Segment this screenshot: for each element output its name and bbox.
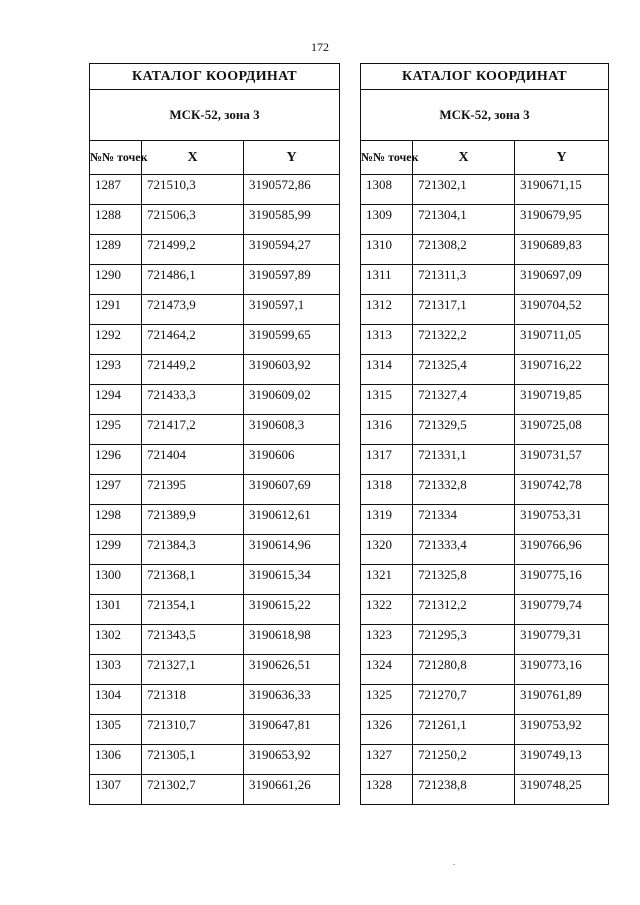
cell-point-number: 1298	[90, 505, 142, 535]
cell-point-number: 1324	[361, 655, 413, 685]
column-header-x: X	[142, 141, 244, 175]
cell-y: 3190753,31	[515, 505, 609, 535]
table-row	[90, 415, 340, 445]
table-row	[90, 655, 340, 685]
table-row	[361, 715, 609, 745]
table-body	[90, 175, 340, 805]
cell-y: 3190773,16	[515, 655, 609, 685]
table-row	[361, 535, 609, 565]
cell-point-number: 1297	[90, 475, 142, 505]
cell-x: 721389,9	[142, 505, 244, 535]
cell-point-number: 1300	[90, 565, 142, 595]
cell-y: 3190719,85	[515, 385, 609, 415]
cell-x: 721368,1	[142, 565, 244, 595]
cell-x: 721304,1	[413, 205, 515, 235]
cell-y: 3190711,05	[515, 325, 609, 355]
cell-x: 721261,1	[413, 715, 515, 745]
table-row	[90, 265, 340, 295]
column-header-point-number: №№ точек	[361, 141, 413, 175]
cell-x: 721322,2	[413, 325, 515, 355]
cell-x: 721312,2	[413, 595, 515, 625]
table-subtitle: МСК-52, зона 3	[90, 90, 340, 141]
cell-y: 3190594,27	[244, 235, 340, 265]
cell-x: 721404	[142, 445, 244, 475]
table-row	[90, 625, 340, 655]
table-row	[361, 685, 609, 715]
cell-y: 3190603,92	[244, 355, 340, 385]
cell-y: 3190749,13	[515, 745, 609, 775]
cell-point-number: 1308	[361, 175, 413, 205]
cell-x: 721510,3	[142, 175, 244, 205]
table-row	[361, 295, 609, 325]
cell-y: 3190606	[244, 445, 340, 475]
table-row	[90, 295, 340, 325]
column-header-x: X	[413, 141, 515, 175]
cell-point-number: 1307	[90, 775, 142, 805]
cell-x: 721343,5	[142, 625, 244, 655]
column-header-point-number: №№ точек	[90, 141, 142, 175]
cell-x: 721280,8	[413, 655, 515, 685]
cell-point-number: 1294	[90, 385, 142, 415]
cell-y: 3190766,96	[515, 535, 609, 565]
cell-point-number: 1292	[90, 325, 142, 355]
cell-x: 721499,2	[142, 235, 244, 265]
cell-point-number: 1321	[361, 565, 413, 595]
table-row	[361, 595, 609, 625]
table-row	[361, 505, 609, 535]
cell-y: 3190647,81	[244, 715, 340, 745]
coordinate-table-left	[89, 63, 340, 805]
page-number: 172	[311, 40, 329, 54]
table-row	[361, 325, 609, 355]
cell-x: 721449,2	[142, 355, 244, 385]
cell-point-number: 1326	[361, 715, 413, 745]
cell-x: 721325,8	[413, 565, 515, 595]
cell-y: 3190609,02	[244, 385, 340, 415]
table-row	[361, 205, 609, 235]
cell-point-number: 1290	[90, 265, 142, 295]
cell-point-number: 1293	[90, 355, 142, 385]
table-row	[90, 565, 340, 595]
table-row	[90, 445, 340, 475]
cell-x: 721317,1	[413, 295, 515, 325]
table-row	[361, 445, 609, 475]
cell-y: 3190671,15	[515, 175, 609, 205]
cell-y: 3190748,25	[515, 775, 609, 805]
cell-y: 3190753,92	[515, 715, 609, 745]
cell-point-number: 1305	[90, 715, 142, 745]
table-row	[361, 745, 609, 775]
cell-y: 3190608,3	[244, 415, 340, 445]
table-subtitle: МСК-52, зона 3	[361, 90, 609, 141]
table-row	[90, 715, 340, 745]
table-row	[90, 385, 340, 415]
cell-point-number: 1295	[90, 415, 142, 445]
cell-x: 721327,1	[142, 655, 244, 685]
cell-point-number: 1306	[90, 745, 142, 775]
table-row	[361, 415, 609, 445]
table-row	[361, 775, 609, 805]
table-row	[90, 685, 340, 715]
cell-point-number: 1328	[361, 775, 413, 805]
cell-x: 721250,2	[413, 745, 515, 775]
cell-point-number: 1316	[361, 415, 413, 445]
table-row	[90, 535, 340, 565]
cell-x: 721384,3	[142, 535, 244, 565]
cell-y: 3190618,98	[244, 625, 340, 655]
table-title: КАТАЛОГ КООРДИНАТ	[361, 64, 609, 90]
table-body	[361, 175, 609, 805]
table-row	[90, 775, 340, 805]
coordinate-table-right	[360, 63, 609, 805]
cell-point-number: 1291	[90, 295, 142, 325]
table-row	[90, 205, 340, 235]
cell-y: 3190636,33	[244, 685, 340, 715]
cell-point-number: 1299	[90, 535, 142, 565]
cell-x: 721311,3	[413, 265, 515, 295]
cell-y: 3190731,57	[515, 445, 609, 475]
cell-y: 3190572,86	[244, 175, 340, 205]
table-row	[90, 325, 340, 355]
cell-x: 721308,2	[413, 235, 515, 265]
cell-x: 721310,7	[142, 715, 244, 745]
cell-point-number: 1314	[361, 355, 413, 385]
cell-x: 721506,3	[142, 205, 244, 235]
cell-x: 721395	[142, 475, 244, 505]
cell-y: 3190597,89	[244, 265, 340, 295]
cell-x: 721295,3	[413, 625, 515, 655]
cell-point-number: 1289	[90, 235, 142, 265]
table-row	[361, 565, 609, 595]
column-header-y: Y	[515, 141, 609, 175]
cell-x: 721417,2	[142, 415, 244, 445]
cell-point-number: 1325	[361, 685, 413, 715]
cell-point-number: 1319	[361, 505, 413, 535]
cell-y: 3190597,1	[244, 295, 340, 325]
cell-point-number: 1320	[361, 535, 413, 565]
stray-mark: .	[453, 857, 456, 867]
table-row	[90, 175, 340, 205]
table-row	[361, 355, 609, 385]
cell-y: 3190704,52	[515, 295, 609, 325]
cell-x: 721238,8	[413, 775, 515, 805]
cell-x: 721354,1	[142, 595, 244, 625]
cell-y: 3190615,22	[244, 595, 340, 625]
cell-y: 3190626,51	[244, 655, 340, 685]
table-title: КАТАЛОГ КООРДИНАТ	[90, 64, 340, 90]
cell-point-number: 1310	[361, 235, 413, 265]
cell-point-number: 1303	[90, 655, 142, 685]
cell-point-number: 1312	[361, 295, 413, 325]
cell-x: 721302,1	[413, 175, 515, 205]
cell-y: 3190716,22	[515, 355, 609, 385]
cell-point-number: 1309	[361, 205, 413, 235]
cell-y: 3190679,95	[515, 205, 609, 235]
cell-x: 721270,7	[413, 685, 515, 715]
table-row	[361, 235, 609, 265]
cell-point-number: 1296	[90, 445, 142, 475]
cell-y: 3190742,78	[515, 475, 609, 505]
cell-y: 3190607,69	[244, 475, 340, 505]
cell-point-number: 1313	[361, 325, 413, 355]
table-row	[90, 505, 340, 535]
table-row	[361, 625, 609, 655]
cell-y: 3190779,31	[515, 625, 609, 655]
cell-x: 721333,4	[413, 535, 515, 565]
table-row	[90, 475, 340, 505]
cell-point-number: 1322	[361, 595, 413, 625]
cell-y: 3190615,34	[244, 565, 340, 595]
table-row	[361, 175, 609, 205]
cell-x: 721331,1	[413, 445, 515, 475]
cell-point-number: 1304	[90, 685, 142, 715]
cell-x: 721464,2	[142, 325, 244, 355]
cell-point-number: 1315	[361, 385, 413, 415]
cell-y: 3190775,16	[515, 565, 609, 595]
cell-point-number: 1311	[361, 265, 413, 295]
column-header-y: Y	[244, 141, 340, 175]
cell-point-number: 1318	[361, 475, 413, 505]
cell-y: 3190585,99	[244, 205, 340, 235]
cell-x: 721332,8	[413, 475, 515, 505]
cell-point-number: 1327	[361, 745, 413, 775]
cell-y: 3190653,92	[244, 745, 340, 775]
table-row	[361, 265, 609, 295]
cell-point-number: 1301	[90, 595, 142, 625]
cell-point-number: 1323	[361, 625, 413, 655]
cell-y: 3190697,09	[515, 265, 609, 295]
cell-y: 3190599,65	[244, 325, 340, 355]
cell-y: 3190689,83	[515, 235, 609, 265]
cell-x: 721318	[142, 685, 244, 715]
cell-x: 721433,3	[142, 385, 244, 415]
table-row	[361, 655, 609, 685]
cell-y: 3190614,96	[244, 535, 340, 565]
table-row	[90, 745, 340, 775]
table-row	[90, 235, 340, 265]
cell-x: 721334	[413, 505, 515, 535]
cell-y: 3190725,08	[515, 415, 609, 445]
cell-point-number: 1302	[90, 625, 142, 655]
table-row	[361, 475, 609, 505]
cell-y: 3190661,26	[244, 775, 340, 805]
cell-point-number: 1317	[361, 445, 413, 475]
table-row	[90, 595, 340, 625]
cell-x: 721305,1	[142, 745, 244, 775]
cell-x: 721327,4	[413, 385, 515, 415]
cell-y: 3190779,74	[515, 595, 609, 625]
cell-x: 721329,5	[413, 415, 515, 445]
cell-point-number: 1288	[90, 205, 142, 235]
cell-x: 721325,4	[413, 355, 515, 385]
cell-x: 721486,1	[142, 265, 244, 295]
cell-x: 721473,9	[142, 295, 244, 325]
cell-y: 3190612,61	[244, 505, 340, 535]
cell-x: 721302,7	[142, 775, 244, 805]
table-row	[361, 385, 609, 415]
table-row	[90, 355, 340, 385]
cell-y: 3190761,89	[515, 685, 609, 715]
cell-point-number: 1287	[90, 175, 142, 205]
